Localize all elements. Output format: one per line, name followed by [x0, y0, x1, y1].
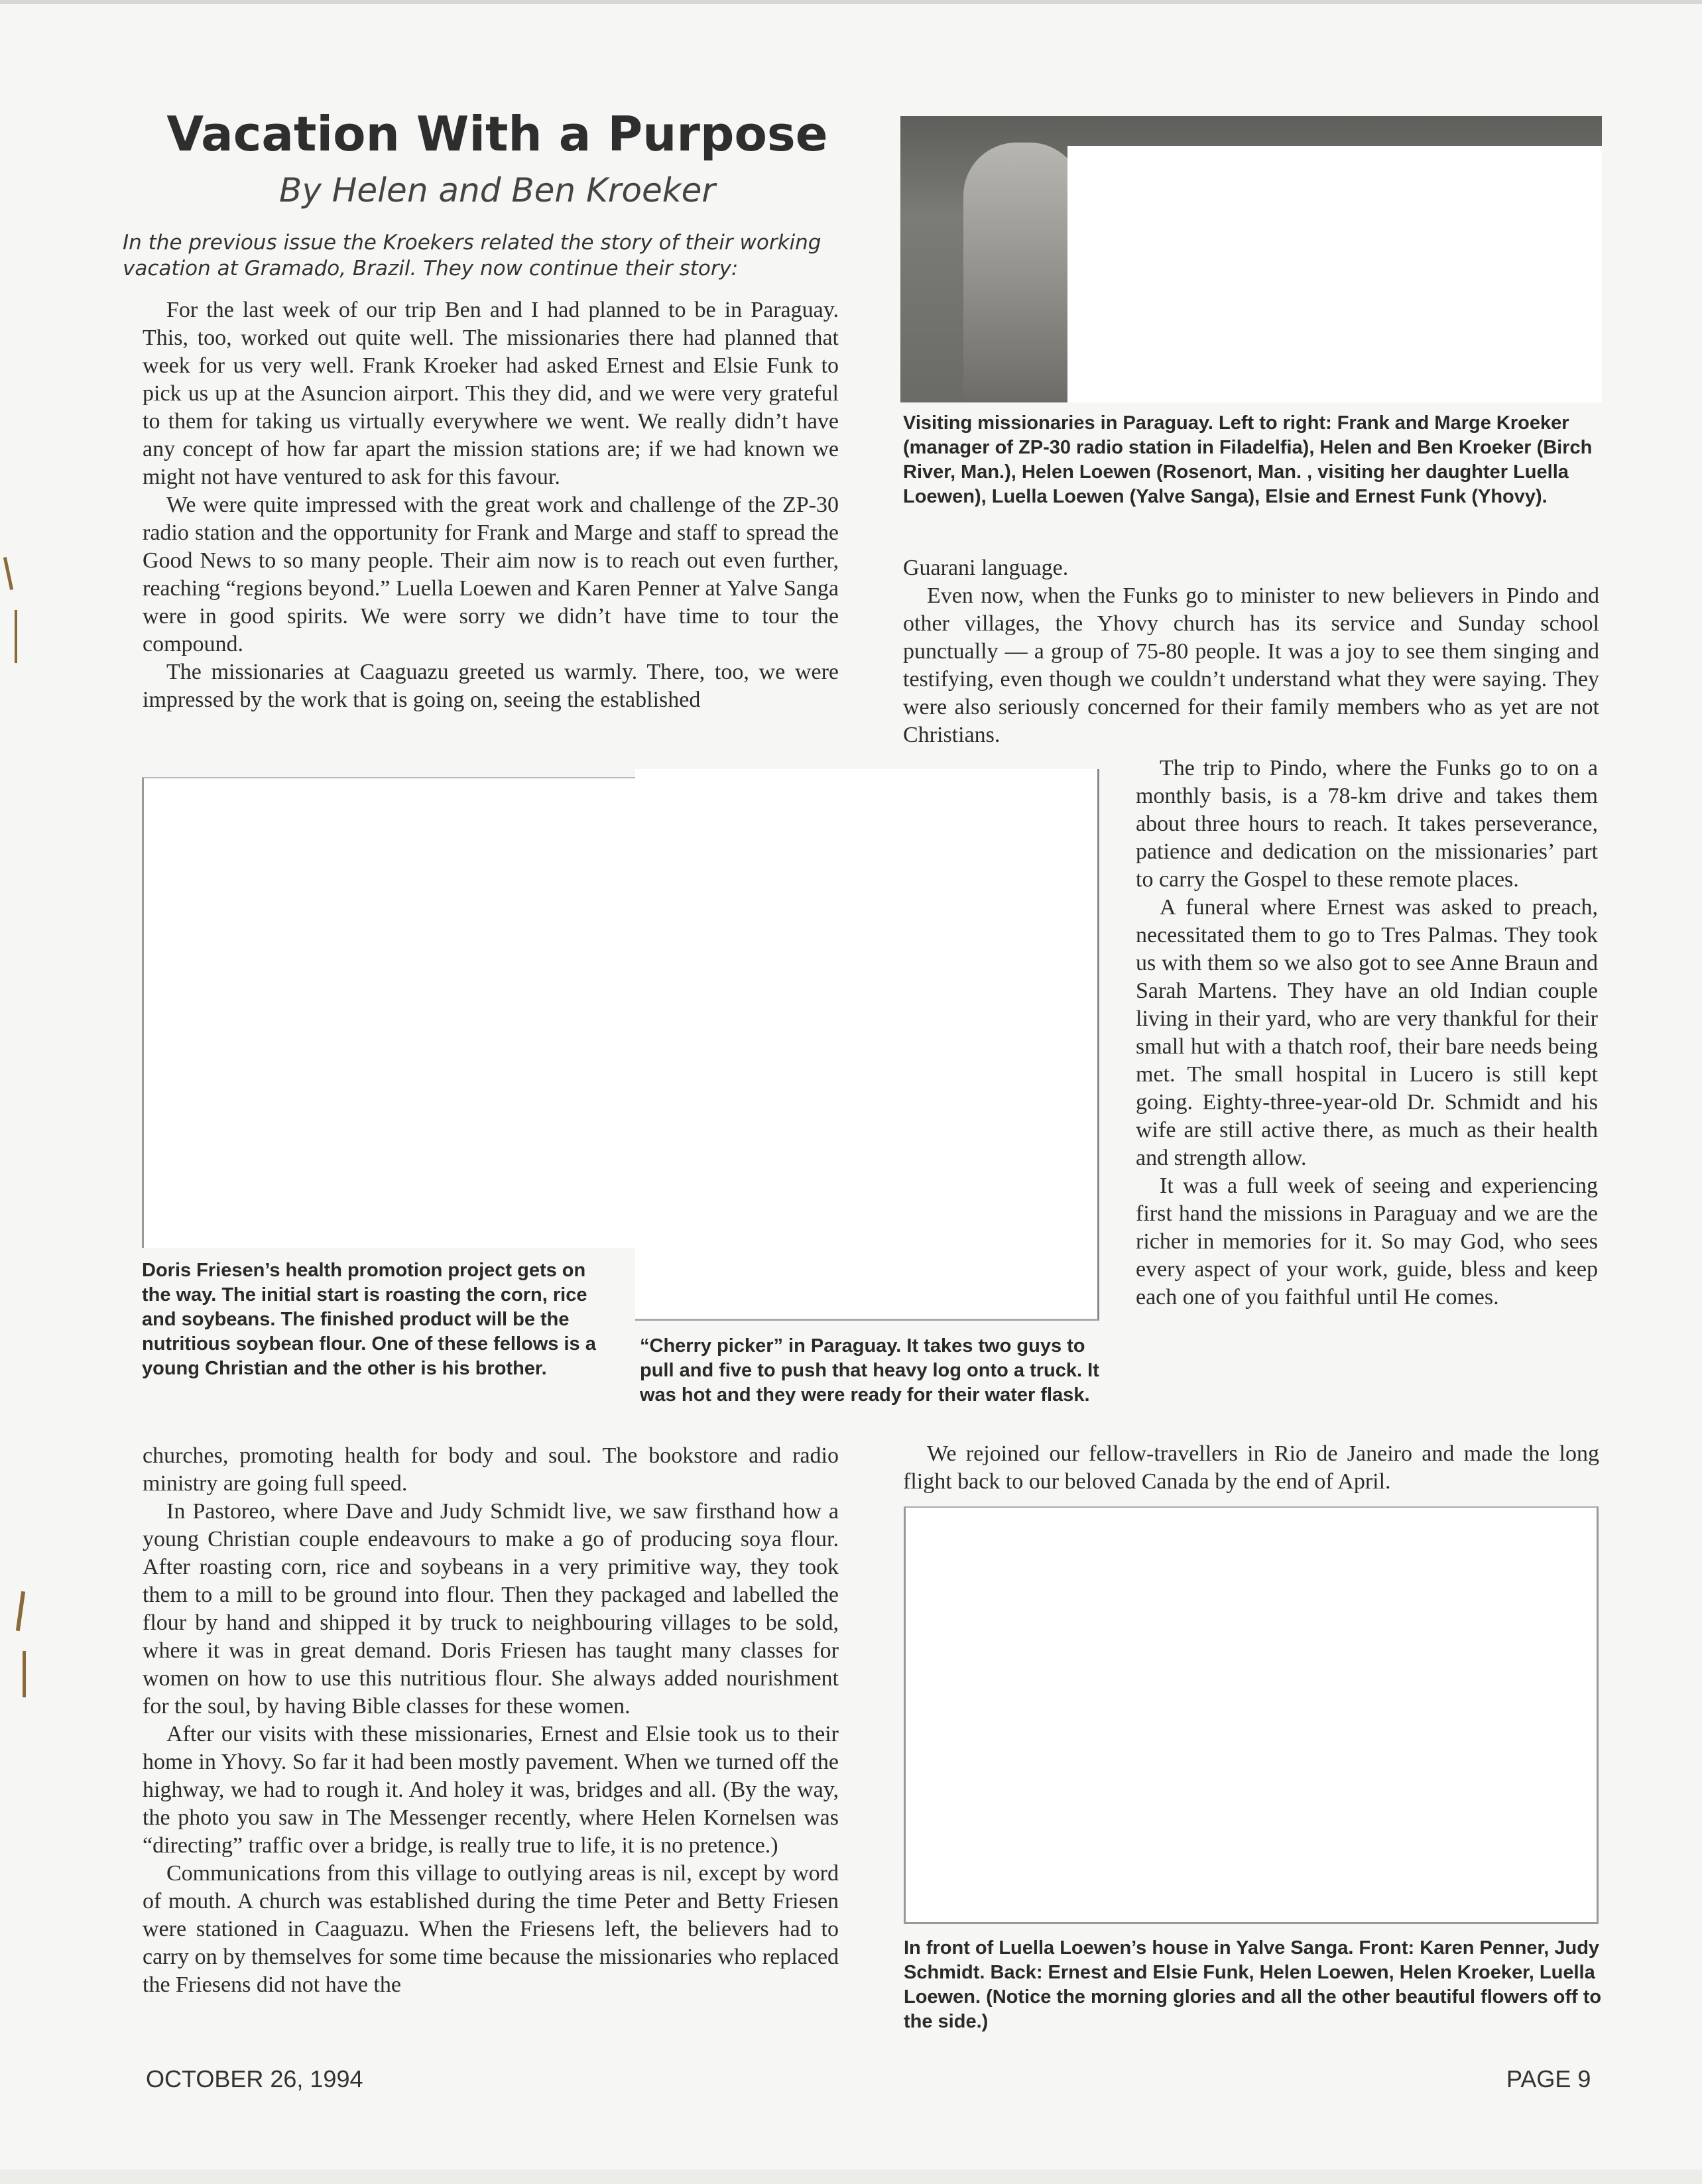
paragraph: Even now, when the Funks go to minister to new believers in Pindo and other villages, the Yhovy church has its service and Sunday school punctually — a group of 75-80 people. It was a joy to see them singing and testifying, even though we couldn’t understand what they were saying. They were also seriously concerned for their family members who as yet are not Christians. [903, 583, 1599, 747]
missionaries-caption: Visiting missionaries in Paraguay. Left to right: Frank and Marge Kroeker (manager of ZP-30 radio station in Filadelfia), Helen and Ben Kroeker (Birch River, Man.), Helen Loewen (Rosenort, Man. , visiting her daughter Luella Loewen), Luella Loewen (Yalve Sanga), Elsie and Ernest Funk (Yhovy). [903, 412, 1593, 507]
column1-bottom-text [143, 1442, 839, 1999]
paragraph: In Pastoreo, where Dave and Judy Schmidt live, we saw firsthand how a young Christian couple endeavours to make a go of producing soya flour. After roasting corn, rice and soybeans in a very primitive way, they took them to a mill to be ground into flour. Then they packaged and labelled the flour by hand and shipped it by truck to neighbouring villages to be sold, where it was in great demand. Doris Friesen has taught many classes for women on how to use this nutritious flour. She always added nourishment for the soul, by having Bible classes for these women. [143, 1499, 839, 1719]
page-top-edge [0, 0, 1702, 4]
article-intro: In the previous issue the Kroekers related the story of their working vacation at Gramado, Brazil. They now continue their story: [123, 231, 821, 280]
binding-mark [16, 1591, 25, 1631]
binding-mark [23, 1651, 26, 1697]
paragraph: For the last week of our trip Ben and I had planned to be in Paraguay. This, too, worked out quite well. The missionaries there had planned that week for us very well. Frank Kroeker had asked Ernest and Elsie Funk to pick us up at the Asuncion airport. This they did, and we were very grateful to them for taking us virtually everywhere we went. We really didn’t have any concept of how far apart the mission stations are; if we had known we might not have ventured to ask for this favour. [143, 298, 839, 489]
binding-mark [15, 610, 17, 663]
luella-house-photo [904, 1506, 1599, 1924]
paragraph: After our visits with these missionaries, Ernest and Elsie took us to their home in Yhovy. So far it had been mostly pavement. When we turned off the highway, we had to rough it. And holey it was, bridges and all. (By the way, the photo you saw in The Messenger recently, where Helen Kornelsen was “directing” traffic over a bridge, is really true to life, it is no pretence.) [143, 1722, 839, 1858]
doris-caption: Doris Friesen’s health promotion project gets on the way. The initial start is roasting the corn, rice and soybeans. The finished product will be the nutritious soybean flour. One of these fellows is a young Christian and the other is his brother. [142, 1260, 596, 1379]
paragraph: We were quite impressed with the great work and challenge of the ZP-30 radio station and the opportunity for Frank and Marge and staff to spread the Good News to so many people. Their aim now is to reach out even further, reaching “regions beyond.” Luella Loewen and Karen Penner at Yalve Sanga were in good spirits. We were sorry we didn’t have time to tour the compound. [143, 493, 839, 656]
cherry-picker-caption: “Cherry picker” in Paraguay. It takes two guys to pull and five to push that heavy log onto a truck. It was hot and they were ready for their water flask. [640, 1335, 1099, 1406]
paragraph: churches, promoting health for body and soul. The bookstore and radio ministry are going full speed. [143, 1443, 839, 1496]
paragraph: The trip to Pindo, where the Funks go to on a monthly basis, is a 78-km drive and takes them about three hours to reach. It takes perseverance, patience and dedication on the missionaries’ part to carry the Gospel to these remote places. [1136, 756, 1598, 892]
paragraph: It was a full week of seeing and experiencing first hand the missions in Paraguay and we are the richer in memories for it. So may God, who sees every aspect of your work, guide, bless and keep each one of you faithful until He comes. [1136, 1174, 1598, 1309]
doris-project-photo [142, 777, 666, 1248]
article-byline: By Helen and Ben Kroeker [279, 171, 715, 210]
paragraph: The missionaries at Caaguazu greeted us warmly. There, too, we were impressed by the work that is going on, seeing the established [143, 660, 839, 712]
luella-house-caption: In front of Luella Loewen’s house in Yalve Sanga. Front: Karen Penner, Judy Schmidt. Back: Ernest and Elsie Funk, Helen Loewen, Helen Kroeker, Luella Loewen. (Notice the morning glories and all the other beautiful flowers off to the side.) [904, 1937, 1602, 2032]
person-figure [963, 143, 1083, 401]
footer-date: OCTOBER 26, 1994 [146, 2065, 363, 2093]
paragraph: Guarani language. [903, 556, 1069, 580]
photo-blank-area [1067, 146, 1602, 402]
binding-mark [3, 557, 13, 590]
paragraph: A funeral where Ernest was asked to preach, necessitated them to go to Tres Palmas. They took us with them so we also got to see Anne Braun and Sarah Martens. They have an old Indian couple living in their yard, who are very thankful for their small hut with a thatch roof, their bare needs being met. The small hospital in Lucero is still kept going. Eighty-three-year-old Dr. Schmidt and his wife are still active there, as much as their health and strength allow. [1136, 895, 1598, 1170]
missionaries-photo [900, 116, 1602, 402]
paragraph: Communications from this village to outlying areas is nil, except by word of mouth. A church was established during the time Peter and Betty Friesen were stationed in Caaguazu. When the Friesens left, the believers had to carry on by themselves for some time because the missionaries who replaced the Friesens did not have the [143, 1861, 839, 1997]
page-bottom-edge [0, 2169, 1702, 2184]
column1-top-text [143, 296, 839, 714]
column2-top-text [903, 554, 1599, 749]
column2-bottom-text [903, 1440, 1599, 1496]
cherry-picker-photo [635, 769, 1099, 1321]
column2-narrow-text [1136, 755, 1598, 1311]
footer-page-number: PAGE 9 [1506, 2065, 1591, 2093]
article-title: Vacation With a Purpose [166, 106, 828, 162]
paragraph: We rejoined our fellow-travellers in Rio de Janeiro and made the long flight back to our beloved Canada by the end of April. [903, 1441, 1599, 1494]
